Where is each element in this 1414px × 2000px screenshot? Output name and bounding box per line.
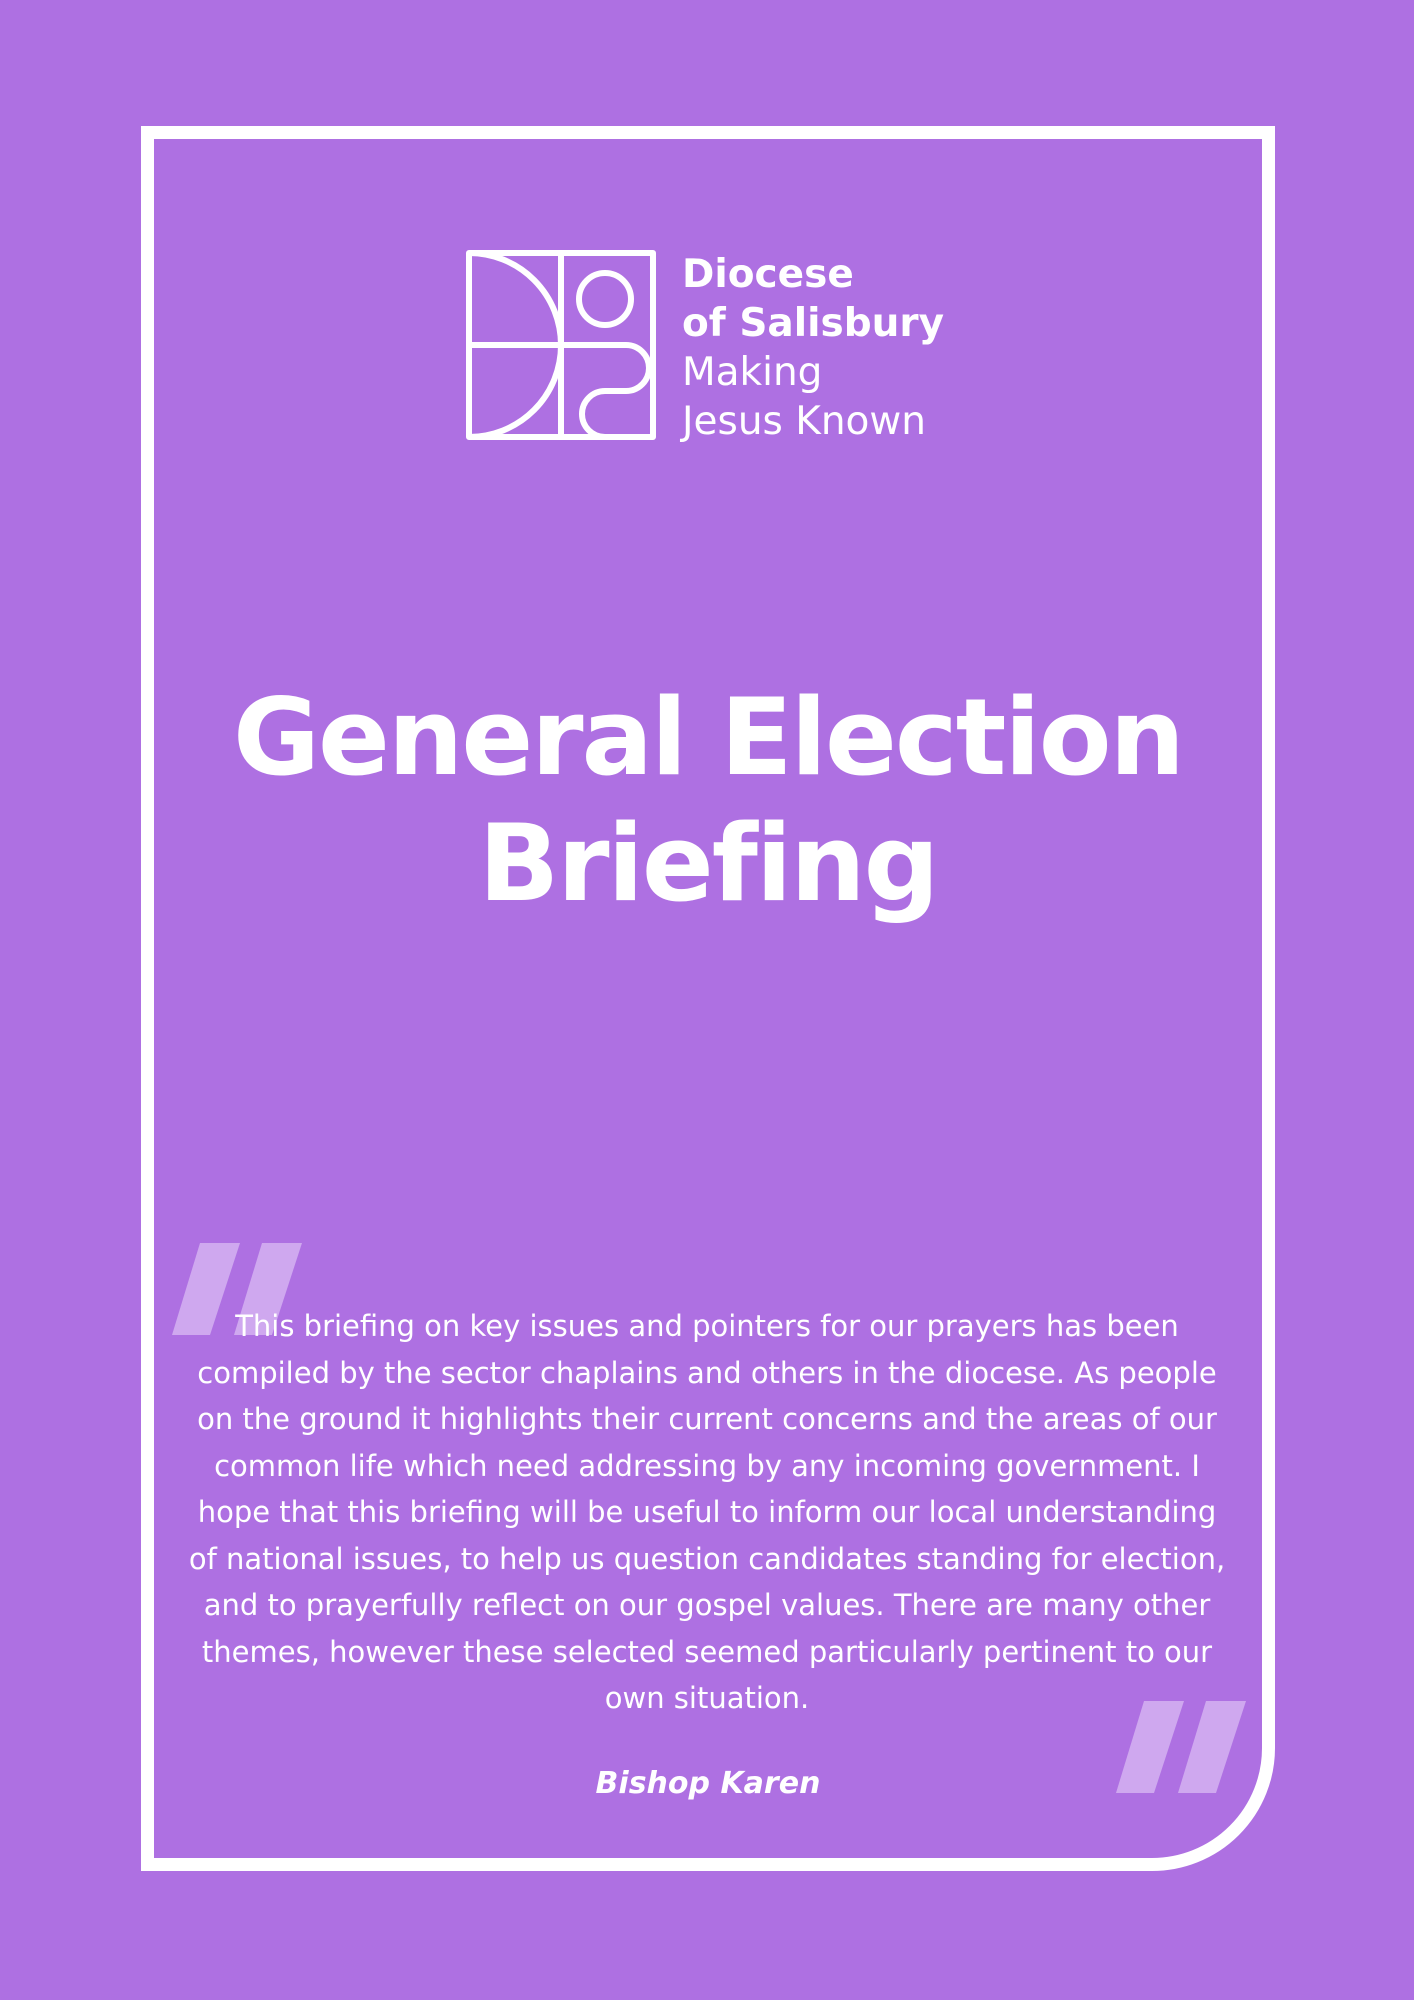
diocese-logo-text — [682, 250, 962, 446]
title-line-2: Briefing — [478, 802, 938, 925]
page-title — [141, 675, 1275, 927]
logo-tagline-line1: Making — [682, 350, 823, 395]
diocese-logo — [466, 250, 946, 442]
logo-salisbury-line: of Salisbury — [682, 301, 945, 346]
logo-diocese-line: Diocese — [682, 252, 854, 297]
quote-author: Bishop Karen — [595, 1766, 821, 1801]
quote-text: This briefing on key issues and pointers for our prayers has been compiled by the sector chaplains and others in the diocese. As people on the ground it highlights their current concerns and the areas of our common life which need addressing by any incoming government. I hope that this briefing will be useful to inform our local understanding of national issues, to help us question candidates standing for election, and to prayerfully reflect on our gospel values. There are many other themes, however these selected seemed particularly pertinent to our own situation. — [188, 1309, 1226, 1715]
title-line-1: General Election — [232, 676, 1184, 799]
diocese-logo-mark-icon — [466, 250, 656, 440]
logo-tagline-line2: Jesus Known — [682, 399, 927, 444]
